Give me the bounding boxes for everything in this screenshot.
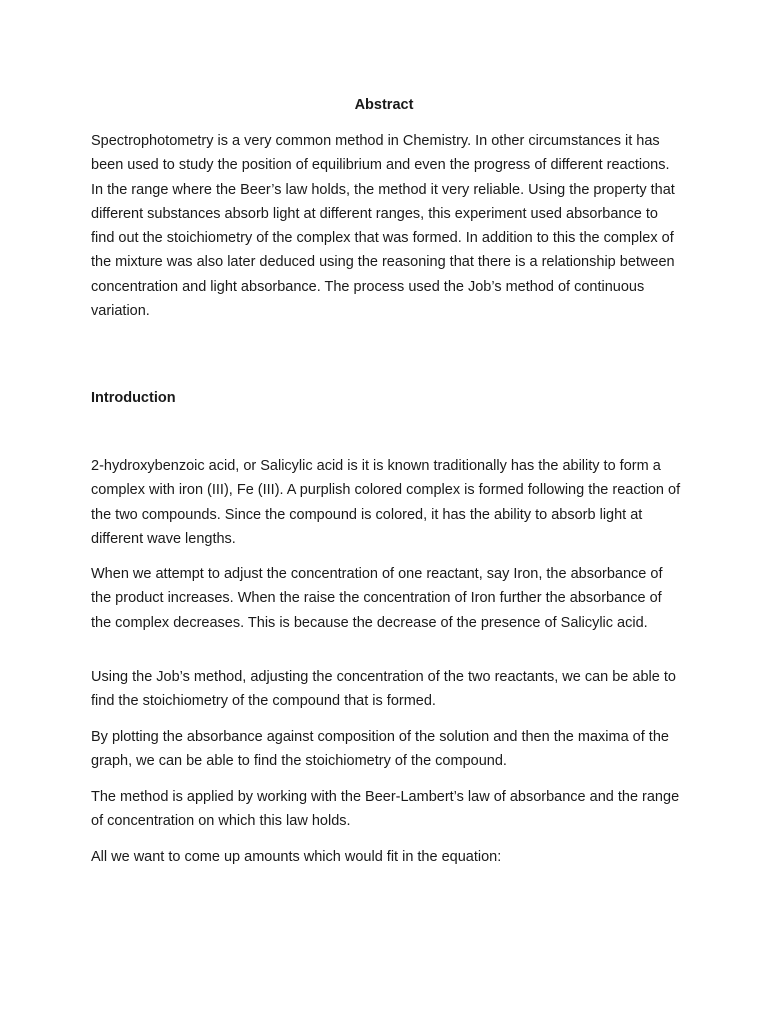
intro-paragraph-5: The method is applied by working with the Beer-Lambert’s law of absorbance and the range of concentration on which this law holds. [91, 789, 680, 830]
intro-paragraph-3: Using the Job’s method, adjusting the concentration of the two reactants, we can be able to find the stoichiometry of the compound that is formed. [91, 669, 676, 710]
abstract-paragraph: Spectrophotometry is a very common method in Chemistry. In other circumstances it has been used to study the position of equilibrium and even the progress of different reactions. In the range where the Beer’s law holds, the method it very reliable. Using the property that different substances absorb light at different ranges, this experiment used absorbance to find out the stoichiometry of the complex that was formed. In addition to this the complex of the mixture was also later deduced using the reasoning that there is a relationship between concentration and light absorbance. The process used the Job’s method of continuous variation. [91, 133, 675, 320]
intro-paragraph-2: When we attempt to adjust the concentration of one reactant, say Iron, the absorbance of the product increases. When the raise the concentration of Iron further the absorbance of the complex decreases. This is because the decrease of the presence of Salicylic acid. [91, 566, 663, 631]
intro-paragraph-1: 2-hydroxybenzoic acid, or Salicylic acid is it is known traditionally has the ability to form a complex with iron (III), Fe (III). A purplish colored complex is formed following the reaction of the two compounds. Since the compound is colored, it has the ability to absorb light at different wave lengths. [91, 458, 681, 547]
abstract-heading: Abstract [354, 97, 414, 113]
intro-paragraph-4: By plotting the absorbance against composition of the solution and then the maxima of the graph, we can be able to find the stoichiometry of the compound. [91, 729, 669, 770]
intro-paragraph-6: All we want to come up amounts which would fit in the equation: [91, 849, 502, 865]
introduction-heading: Introduction [91, 390, 176, 406]
